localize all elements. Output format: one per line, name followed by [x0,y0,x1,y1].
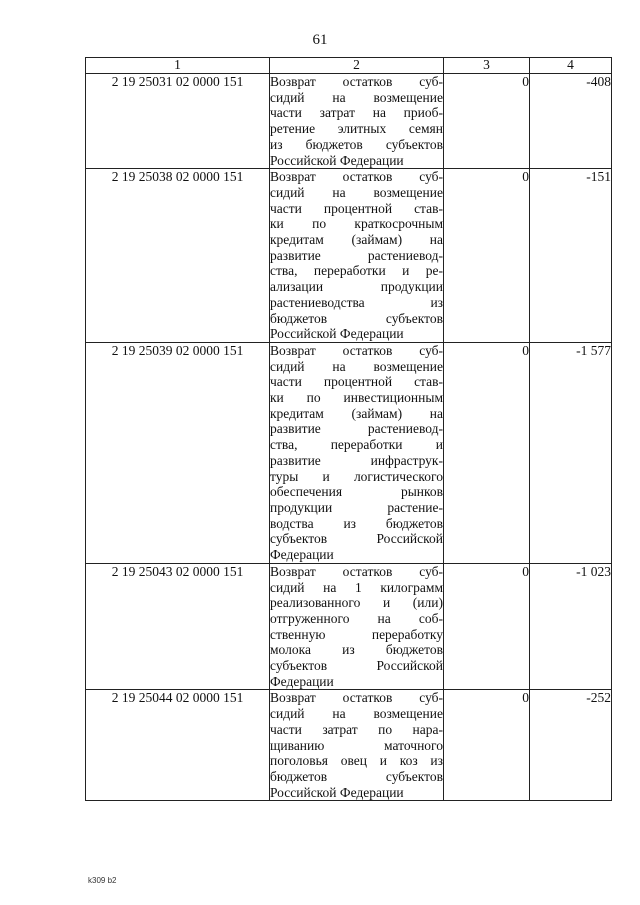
budget-table [85,57,612,801]
column-3-value: 0 [444,342,530,563]
description-line: обеспечения рынков [270,484,443,500]
description-line: Возврат остатков суб- [270,342,443,358]
column-3-value: 0 [444,74,530,169]
header-col-2: 2 [270,58,444,74]
budget-code-cell: 2 19 25039 02 0000 151 [86,342,270,563]
description-line: части затрат на приоб- [270,105,443,121]
header-col-3: 3 [444,58,530,74]
column-4-value: -1 023 [530,563,612,690]
description-line: ализации продукции [270,279,443,295]
description-line: сидий на возмещение [270,358,443,374]
header-row [86,58,612,74]
table-row [86,563,612,690]
description-line: субъектов Российской [270,531,443,547]
description-line: туры и логистического [270,468,443,484]
description-line: сидий на возмещение [270,89,443,105]
budget-code-cell: 2 19 25031 02 0000 151 [86,74,270,169]
description-line: кредитам (займам) на [270,232,443,248]
description-cell [270,690,444,801]
table-row [86,690,612,801]
description-line: развитие растениевод- [270,247,443,263]
description-cell [270,74,444,169]
description-line: ства, переработки и [270,437,443,453]
description-line: ретение элитных семян [270,121,443,137]
description-line: Возврат остатков суб- [270,74,443,89]
table-body [86,74,612,801]
description-line: молока из бюджетов [270,642,443,658]
description-line: субъектов Российской [270,658,443,674]
description-line: растениеводства из [270,294,443,310]
description-line: ственную переработку [270,626,443,642]
header-col-4: 4 [530,58,612,74]
description-line: части процентной став- [270,374,443,390]
column-4-value: -252 [530,690,612,801]
description-line: Российской Федерации [270,784,404,800]
description-line: Федерации [270,547,334,563]
description-line: Возврат остатков суб- [270,563,443,579]
description-line: щиванию маточного [270,737,443,753]
description-line: части процентной став- [270,200,443,216]
description-line: развитие растениевод- [270,421,443,437]
description-line: Федерации [270,673,334,689]
description-line: ства, переработки и ре- [270,263,443,279]
description-line: Российской Федерации [270,326,404,342]
description-line: кредитам (займам) на [270,405,443,421]
description-line: продукции растение- [270,499,443,515]
description-line: бюджетов субъектов [270,768,443,784]
column-3-value: 0 [444,169,530,343]
budget-code-cell: 2 19 25038 02 0000 151 [86,169,270,343]
description-line: Российской Федерации [270,152,404,168]
description-line: Возврат остатков суб- [270,690,443,706]
column-3-value: 0 [444,690,530,801]
description-line: ки по краткосрочным [270,216,443,232]
description-line: бюджетов субъектов [270,310,443,326]
description-line: Возврат остатков суб- [270,169,443,185]
description-cell [270,169,444,343]
description-line: ки по инвестиционным [270,390,443,406]
description-line: сидий на возмещение [270,706,443,722]
footer-code: k309 b2 [88,876,117,885]
table-row [86,169,612,343]
budget-code-cell: 2 19 25043 02 0000 151 [86,563,270,690]
budget-code-cell: 2 19 25044 02 0000 151 [86,690,270,801]
column-4-value: -1 577 [530,342,612,563]
description-line: из бюджетов субъектов [270,136,443,152]
header-col-1: 1 [86,58,270,74]
description-line: развитие инфраструк- [270,452,443,468]
table-row [86,342,612,563]
description-line: водства из бюджетов [270,515,443,531]
description-cell [270,342,444,563]
column-3-value: 0 [444,563,530,690]
description-line: части затрат по нара- [270,721,443,737]
column-4-value: -408 [530,74,612,169]
description-line: отгруженного на соб- [270,610,443,626]
description-line: реализованного и (или) [270,595,443,611]
description-line: сидий на возмещение [270,184,443,200]
description-cell [270,563,444,690]
description-line: поголовья овец и коз из [270,753,443,769]
table-row [86,74,612,169]
page-number: 61 [312,32,328,48]
column-4-value: -151 [530,169,612,343]
description-line: сидий на 1 килограмм [270,579,443,595]
